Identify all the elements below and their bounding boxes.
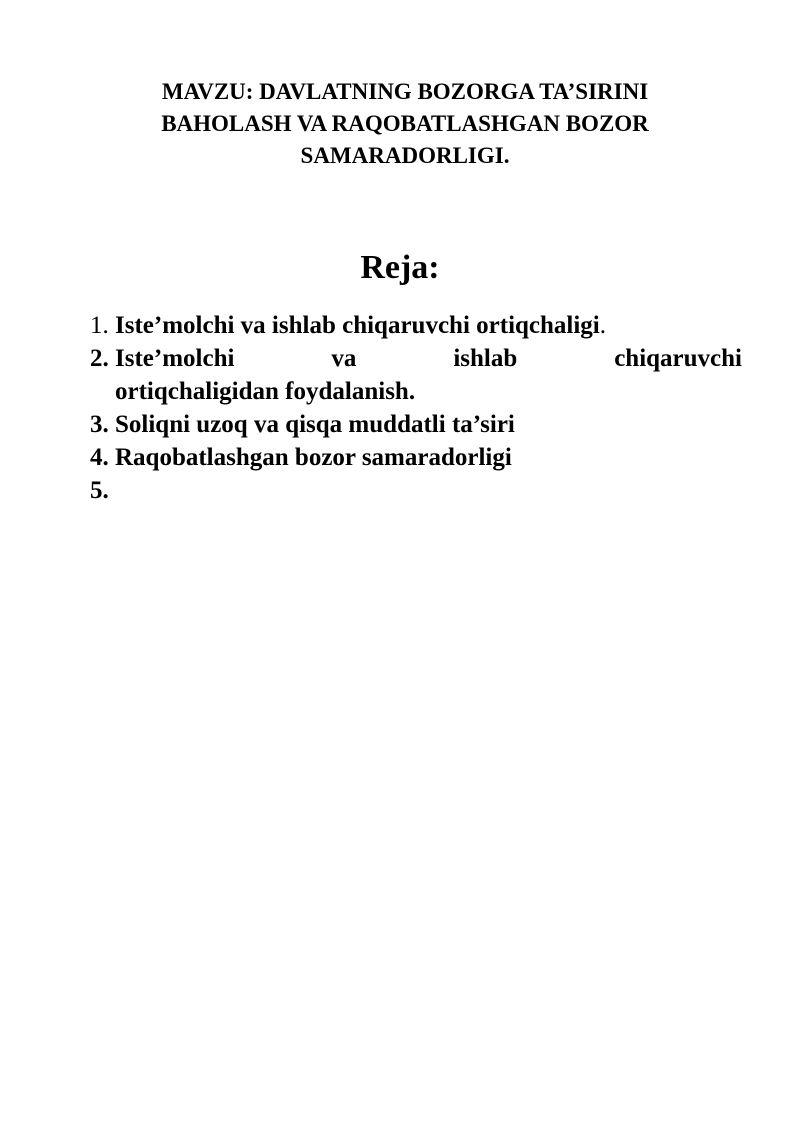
plan-item-number: 3. (90, 411, 109, 438)
plan-item (90, 309, 742, 342)
plan-item-text: Iste’molchi va ishlab chiqaruvchi ortiqchaligi (115, 312, 600, 339)
plan-item-text: Raqobatlashgan bozor samaradorligi (115, 444, 512, 471)
title-line: BAHOLASH VA RAQOBATLASHGAN BOZOR (161, 111, 649, 136)
plan-item (90, 408, 742, 441)
plan-item-number: 5. (90, 477, 109, 504)
plan-heading: Reja: (360, 249, 440, 286)
title-line: SAMARADORLIGI. (300, 143, 510, 168)
plan-item-number: 2. (90, 345, 109, 372)
plan-item-number: 1. (90, 312, 109, 339)
plan-item-text: Iste’molchi va ishlab chiqaruvchi (115, 345, 742, 372)
title-line: MAVZU: DAVLATNING BOZORGA TA’SIRINI (161, 79, 649, 104)
plan-item-number: 4. (90, 444, 109, 471)
plan-item (90, 441, 742, 474)
plan-item-text-continued: ortiqchaligidan foydalanish. (115, 378, 416, 405)
plan-list (90, 309, 742, 504)
plan-item (90, 342, 742, 408)
plan-item-trailing: . (599, 312, 607, 339)
document-title (90, 76, 720, 172)
plan-item-text: Soliqni uzoq va qisqa muddatli ta’siri (115, 411, 515, 438)
